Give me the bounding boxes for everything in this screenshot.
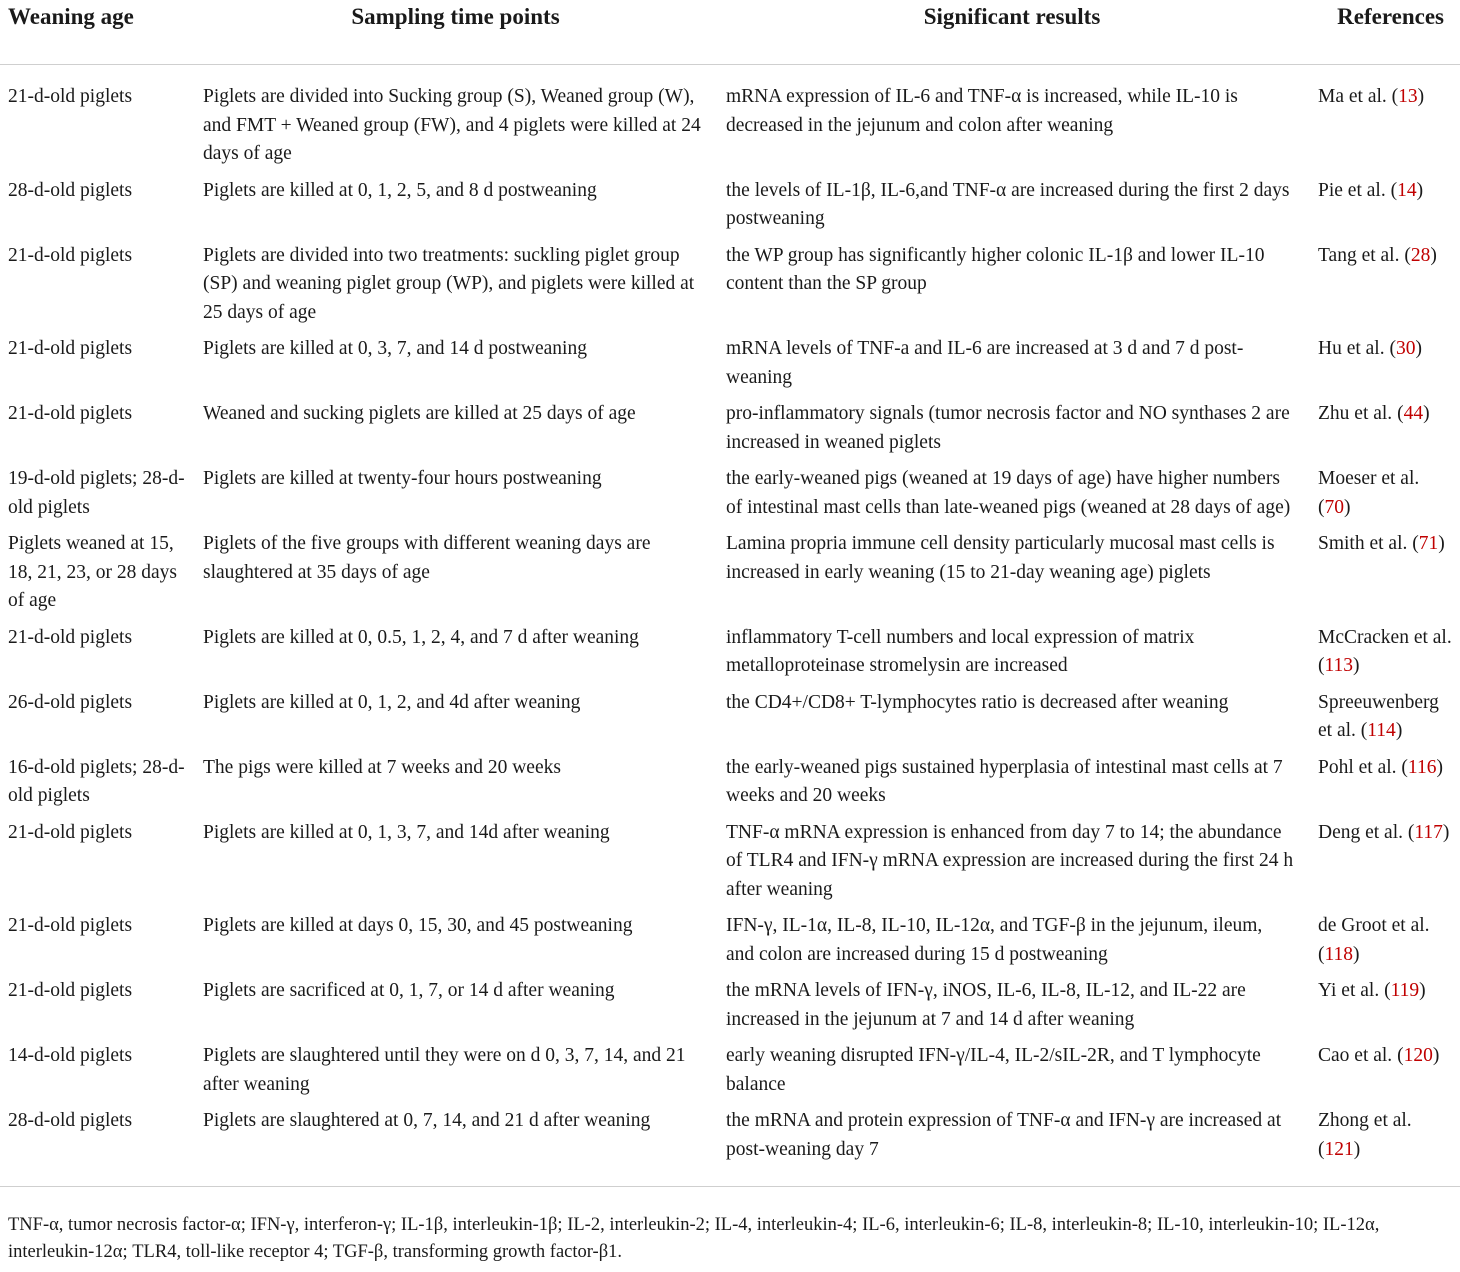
reference-author: Pohl et al. <box>1318 756 1397 778</box>
reference-author: Spreeuwenberg et al. <box>1318 691 1439 741</box>
cell-reference: Zhu et al. (44) <box>1318 403 1430 424</box>
cell-weaning-age: 26-d-old piglets <box>8 691 133 713</box>
cell-reference: Zhong et al. (121) <box>1308 1107 1460 1187</box>
cell-reference: Pohl et al. (116) <box>1318 756 1443 778</box>
cell-significant-results: inflammatory T-cell numbers and local expression of matrix metalloproteinase stromelysin are increased <box>726 626 1195 676</box>
reference-citation-link[interactable]: 13 <box>1398 86 1418 107</box>
table-row <box>0 754 1460 819</box>
reference-author: Moeser et al. <box>1318 468 1420 489</box>
reference-citation-link[interactable]: 113 <box>1324 655 1354 676</box>
cell-significant-results: pro-inflammatory signals (tumor necrosis factor and NO synthases 2 are increased in weaned piglets <box>726 403 1290 453</box>
reference-author: Cao et al. <box>1318 1045 1393 1066</box>
reference-citation-link[interactable]: 121 <box>1324 1138 1354 1160</box>
cell-sampling-time-points: Piglets of the five groups with different weaning days are slaughtered at 35 days of age <box>203 533 651 583</box>
reference-citation-link[interactable]: 114 <box>1367 720 1396 741</box>
reference-author: Hu et al. <box>1318 338 1385 359</box>
cell-significant-results: mRNA levels of TNF-a and IL-6 are increased at 3 d and 7 d post-weaning <box>726 338 1244 388</box>
table-row <box>0 242 1460 336</box>
table-body <box>0 65 1460 1187</box>
cell-reference: Smith et al. (71) <box>1318 533 1445 554</box>
table-row <box>0 177 1460 242</box>
cell-significant-results: the levels of IL-1β, IL-6,and TNF-α are increased during the first 2 days postweaning <box>726 179 1290 229</box>
reference-citation-link[interactable]: 119 <box>1390 980 1420 1001</box>
reference-citation-link[interactable]: 14 <box>1397 179 1417 201</box>
table-footnote: TNF-α, tumor necrosis factor-α; IFN-γ, interferon-γ; IL-1β, interleukin-1β; IL-2, interleukin-2; IL-4, interleukin-4; IL-6, interleukin-6; IL-8, interleukin-8; IL-10, interleukin-10; IL-12α, interleukin-12α; TLR4, toll-like receptor 4; TGF-β, transforming growth factor-β1. <box>8 1215 1380 1262</box>
cell-weaning-age: 21-d-old piglets <box>8 403 133 424</box>
cell-reference: Pie et al. (14) <box>1318 179 1424 201</box>
reference-citation-link[interactable]: 70 <box>1324 496 1344 518</box>
cell-sampling-time-points: The pigs were killed at 7 weeks and 20 weeks <box>203 756 561 778</box>
cell-significant-results: the mRNA and protein expression of TNF-α and IFN-γ are increased at post-weaning day 7 <box>716 1107 1308 1187</box>
cell-significant-results: the WP group has significantly higher colonic IL-1β and lower IL-10 content than the SP group <box>726 244 1265 294</box>
cell-sampling-time-points: Piglets are killed at 0, 0.5, 1, 2, 4, and 7 d after weaning <box>203 626 639 648</box>
cell-significant-results: early weaning disrupted IFN-γ/IL-4, IL-2/sIL-2R, and T lymphocyte balance <box>726 1045 1261 1095</box>
cell-significant-results: the CD4+/CD8+ T-lymphocytes ratio is decreased after weaning <box>726 691 1229 713</box>
cell-weaning-age: 14-d-old piglets <box>8 1045 133 1066</box>
reference-citation-link[interactable]: 118 <box>1324 943 1354 965</box>
cell-sampling-time-points: Piglets are killed at days 0, 15, 30, and 45 postweaning <box>203 915 633 936</box>
table-row <box>0 400 1460 465</box>
cell-reference: Cao et al. (120) <box>1318 1045 1440 1066</box>
cell-reference: Tang et al. (28) <box>1318 244 1437 266</box>
cell-weaning-age: 21-d-old piglets <box>8 980 133 1001</box>
reference-author: Ma et al. <box>1318 86 1387 107</box>
reference-author: Deng et al. <box>1318 821 1404 843</box>
reference-citation-link[interactable]: 117 <box>1414 821 1443 843</box>
cell-sampling-time-points: Piglets are sacrificed at 0, 1, 7, or 14 d after weaning <box>203 980 615 1001</box>
cell-significant-results: IFN-γ, IL-1α, IL-8, IL-10, IL-12α, and TGF-β in the jejunum, ileum, and colon are increased during 15 d postweaning <box>726 915 1263 965</box>
cell-sampling-time-points: Piglets are killed at twenty-four hours postweaning <box>203 468 602 489</box>
reference-author: de Groot et al. <box>1318 915 1430 936</box>
cell-weaning-age: 21-d-old piglets <box>8 244 133 266</box>
table-row <box>0 465 1460 530</box>
cell-significant-results: TNF-α mRNA expression is enhanced from day 7 to 14; the abundance of TLR4 and IFN-γ mRNA expression are increased during the first 24 h after weaning <box>726 821 1294 900</box>
cell-sampling-time-points: Piglets are killed at 0, 1, 2, and 4d after weaning <box>203 691 581 713</box>
header-significant-results: Significant results <box>716 0 1308 65</box>
reference-citation-link[interactable]: 120 <box>1403 1045 1433 1066</box>
cell-significant-results: Lamina propria immune cell density particularly mucosal mast cells is increased in early weaning (15 to 21-day weaning age) piglets <box>726 533 1275 583</box>
reference-author: Zhu et al. <box>1318 403 1393 424</box>
reference-author: Tang et al. <box>1318 244 1400 266</box>
reference-author: Pie et al. <box>1318 179 1386 201</box>
table-row <box>0 1042 1460 1107</box>
cell-sampling-time-points: Weaned and sucking piglets are killed at 25 days of age <box>203 403 636 424</box>
cell-weaning-age: 28-d-old piglets <box>0 1107 195 1187</box>
cell-weaning-age: 19-d-old piglets; 28-d-old piglets <box>8 468 185 518</box>
reference-citation-link[interactable]: 28 <box>1410 244 1431 266</box>
cell-reference: Hu et al. (30) <box>1318 338 1422 359</box>
cell-sampling-time-points: Piglets are divided into Sucking group (S), Weaned group (W), and FMT + Weaned group (FW), and 4 piglets were killed at 24 days of age <box>203 86 701 164</box>
cell-weaning-age: 21-d-old piglets <box>8 86 133 107</box>
reference-author: Zhong et al. <box>1318 1110 1412 1131</box>
cell-sampling-time-points: Piglets are divided into two treatments: suckling piglet group (SP) and weaning piglet group (WP), and piglets were killed at 25 days of age <box>203 244 695 323</box>
table-row <box>0 689 1460 754</box>
cell-reference: Ma et al. (13) <box>1318 86 1425 107</box>
cell-sampling-time-points: Piglets are slaughtered at 0, 7, 14, and 21 d after weaning <box>195 1107 716 1187</box>
cell-reference: Spreeuwenberg et al. (114) <box>1318 691 1439 741</box>
reference-author: Yi et al. <box>1318 980 1380 1001</box>
reference-citation-link[interactable]: 116 <box>1407 756 1437 778</box>
cell-reference: de Groot et al. (118) <box>1318 915 1430 965</box>
table-header <box>0 0 1460 65</box>
cell-sampling-time-points: Piglets are killed at 0, 1, 3, 7, and 14d after weaning <box>203 821 610 843</box>
cell-significant-results: the early-weaned pigs (weaned at 19 days of age) have higher numbers of intestinal mast cells than late-weaned pigs (weaned at 28 days of age) <box>726 468 1291 518</box>
cell-weaning-age: 16-d-old piglets; 28-d-old piglets <box>8 756 185 806</box>
cell-significant-results: the early-weaned pigs sustained hyperplasia of intestinal mast cells at 7 weeks and 20 weeks <box>726 756 1283 806</box>
cell-weaning-age: 28-d-old piglets <box>8 179 133 201</box>
reference-author: Smith et al. <box>1318 533 1408 554</box>
header-weaning-age: Weaning age <box>0 0 195 65</box>
cell-significant-results: mRNA expression of IL-6 and TNF-α is increased, while IL-10 is decreased in the jejunum and colon after weaning <box>726 86 1238 136</box>
table-row <box>0 977 1460 1042</box>
header-sampling-time-points: Sampling time points <box>195 0 716 65</box>
table-row <box>0 530 1460 624</box>
header-references: References <box>1308 0 1460 65</box>
table-row <box>0 1107 1460 1187</box>
table-row <box>0 819 1460 913</box>
cell-reference: Yi et al. (119) <box>1318 980 1426 1001</box>
table-row <box>0 335 1460 400</box>
table-row <box>0 624 1460 689</box>
reference-author: McCracken et al. <box>1318 626 1452 648</box>
cell-sampling-time-points: Piglets are slaughtered until they were on d 0, 3, 7, 14, and 21 after weaning <box>203 1045 686 1095</box>
cell-weaning-age: 21-d-old piglets <box>8 338 133 359</box>
cell-reference: McCracken et al. (113) <box>1318 626 1452 676</box>
cell-reference: Deng et al. (117) <box>1318 821 1450 843</box>
cell-significant-results: the mRNA levels of IFN-γ, iNOS, IL-6, IL-8, IL-12, and IL-22 are increased in the jejunum at 7 and 14 d after weaning <box>726 980 1246 1030</box>
reference-citation-link[interactable]: 44 <box>1403 403 1424 424</box>
table-row <box>0 912 1460 977</box>
cell-weaning-age: 21-d-old piglets <box>8 821 133 843</box>
cell-sampling-time-points: Piglets are killed at 0, 1, 2, 5, and 8 d postweaning <box>203 179 597 201</box>
reference-citation-link[interactable]: 71 <box>1418 533 1439 554</box>
table-row <box>0 65 1460 177</box>
cell-reference: Moeser et al. (70) <box>1318 468 1420 518</box>
cell-weaning-age: Piglets weaned at 15, 18, 21, 23, or 28 days of age <box>8 533 177 611</box>
header-row <box>0 0 1460 65</box>
cell-weaning-age: 21-d-old piglets <box>8 626 133 648</box>
cell-sampling-time-points: Piglets are killed at 0, 3, 7, and 14 d postweaning <box>203 338 587 359</box>
cell-weaning-age: 21-d-old piglets <box>8 915 133 936</box>
reference-citation-link[interactable]: 30 <box>1395 338 1416 359</box>
